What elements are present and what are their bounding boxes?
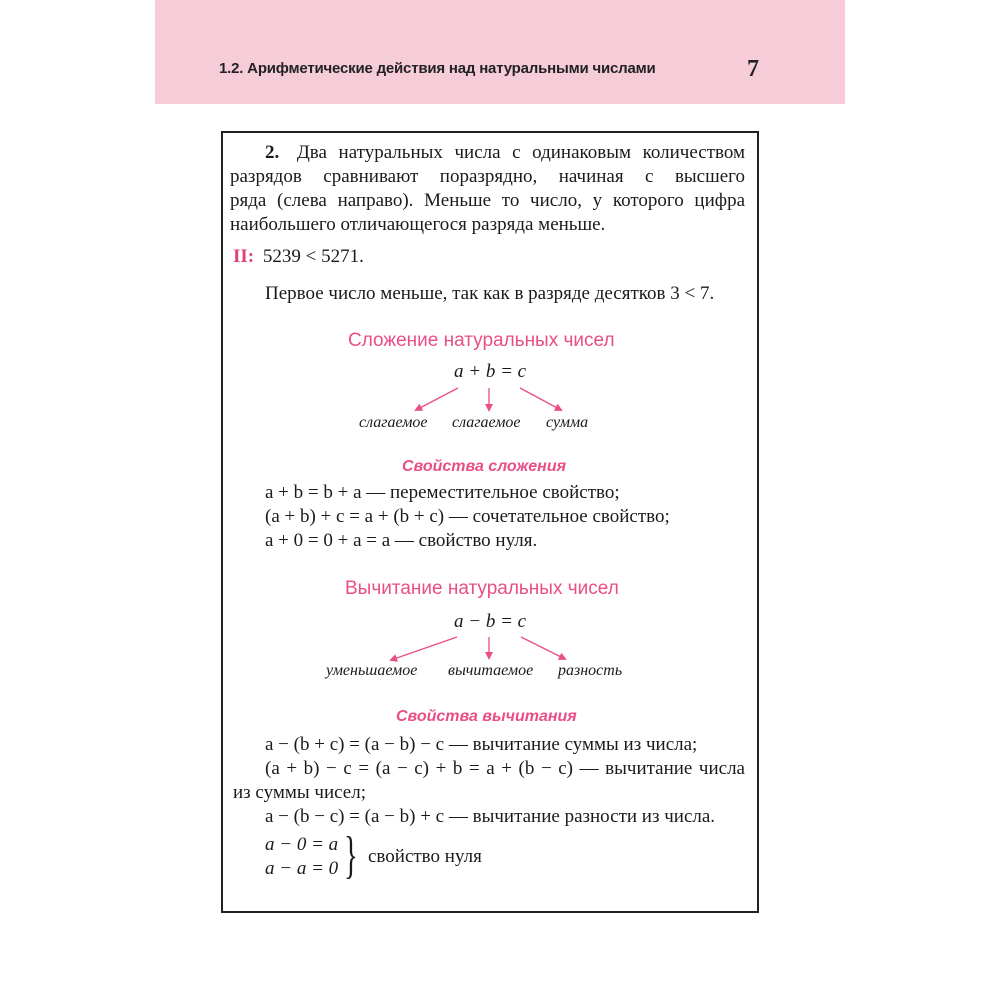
subtraction-label-2: вычитаемое bbox=[448, 662, 534, 679]
addition-property-1: a + b = b + a — переместительное свойство; bbox=[265, 482, 620, 503]
zero-label: свойство нуля bbox=[368, 846, 482, 867]
rule-line-2: разрядов сравнивают поразрядно, начиная с высшего bbox=[230, 166, 745, 187]
subtraction-property-2-cont: из суммы чисел; bbox=[233, 782, 366, 803]
subtraction-property-1: a − (b + c) = (a − b) − c — вычитание суммы из числа; bbox=[265, 734, 698, 755]
addition-label-1: слагаемое bbox=[359, 414, 428, 431]
addition-label-3: сумма bbox=[546, 414, 589, 431]
addition-properties-title: Свойства сложения bbox=[402, 458, 567, 475]
subtraction-property-3: a − (b − c) = (a − b) + c — вычитание разности из числа. bbox=[265, 806, 716, 827]
arrow-addend-1 bbox=[416, 388, 458, 410]
page-number: 7 bbox=[747, 56, 759, 82]
subtraction-formula: a − b = c bbox=[454, 611, 527, 632]
rule-line-3: ряда (слева направо). Меньше то число, у которого цифра bbox=[230, 190, 745, 211]
zero-rule-2: a − a = 0 bbox=[265, 858, 339, 879]
example-explanation: Первое число меньше, так как в разряде десятков 3 < 7. bbox=[265, 283, 715, 304]
subtraction-properties-title: Свойства вычитания bbox=[396, 708, 577, 725]
addition-title: Сложение натуральных чисел bbox=[348, 330, 615, 351]
addition-formula: a + b = c bbox=[454, 361, 527, 382]
section-title: 1.2. Арифметические действия над натуральными числами bbox=[219, 60, 656, 77]
rule-line-4: наибольшего отличающегося разряда меньше. bbox=[230, 214, 606, 235]
subtraction-property-2: (a + b) − c = (a − c) + b = a + (b − c) — вычитание числа bbox=[265, 758, 745, 779]
zero-rule-1: a − 0 = a bbox=[265, 834, 339, 855]
example-text: 5239 < 5271. bbox=[262, 246, 364, 267]
addition-property-3: a + 0 = 0 + a = a — свойство нуля. bbox=[265, 530, 538, 551]
addition-property-2: (a + b) + c = a + (b + c) — сочетательное свойство; bbox=[265, 506, 670, 527]
subtraction-label-3: разность bbox=[558, 662, 623, 679]
rule-number: 2. bbox=[265, 142, 280, 163]
subtraction-title: Вычитание натуральных чисел bbox=[345, 578, 619, 599]
addition-label-2: слагаемое bbox=[452, 414, 521, 431]
subtraction-label-1: уменьшаемое bbox=[326, 662, 418, 679]
arrow-sum bbox=[520, 388, 561, 410]
rule-text-1: Два натуральных числа с одинаковым количеством bbox=[296, 142, 746, 163]
arrow-minuend bbox=[391, 637, 457, 660]
example-marker: II: bbox=[233, 246, 255, 267]
arrow-difference bbox=[521, 637, 565, 659]
right-brace-icon: } bbox=[344, 827, 358, 884]
